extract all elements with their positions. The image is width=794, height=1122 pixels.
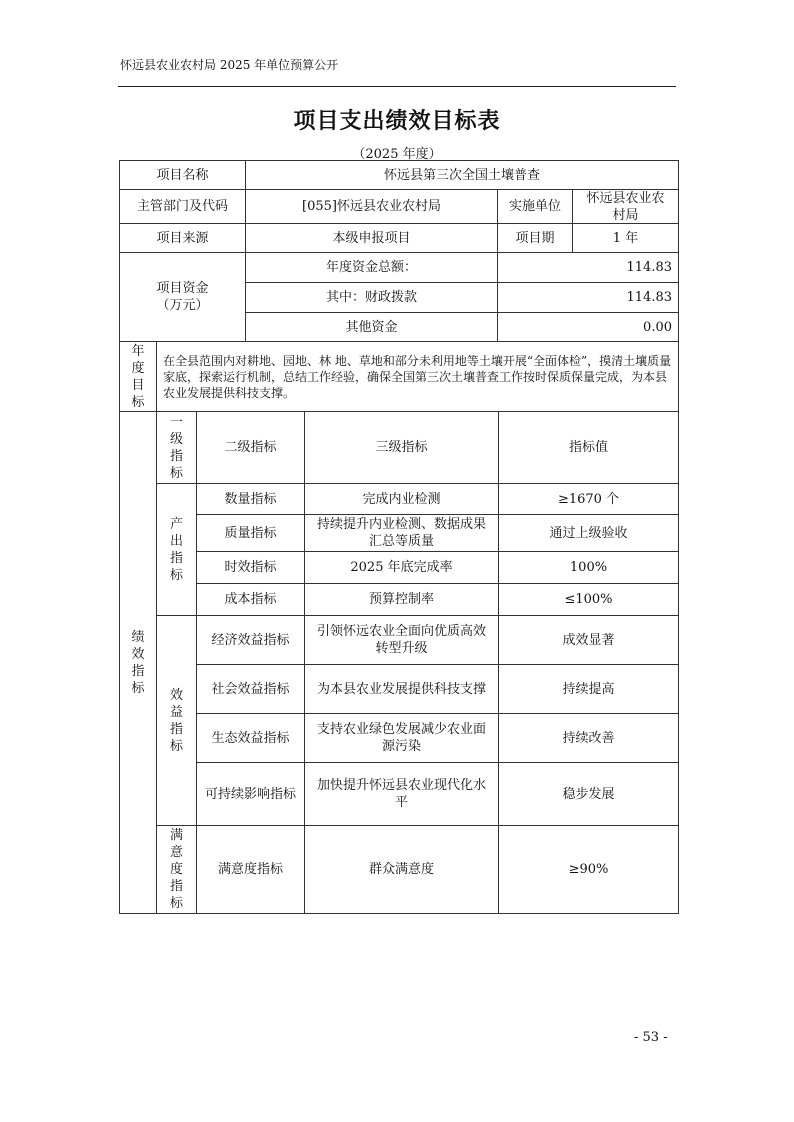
page-subtitle: （2025 年度）: [352, 147, 442, 162]
table-row-value: ≤100%: [498, 583, 679, 616]
table-row-l2: 生态效益指标: [196, 713, 305, 763]
satisfaction-indicators-label: 满意度指标: [156, 825, 197, 914]
funds-total-value: 114.83: [497, 252, 679, 283]
table-row-l2: 满意度指标: [196, 825, 305, 914]
table-row-l3: 持续提升内业检测、数据成果汇总等质量: [304, 514, 499, 552]
table-row-l2: 经济效益指标: [196, 615, 305, 665]
funds-other-label: 其他资金: [245, 312, 498, 342]
impl-unit-label: 实施单位: [497, 189, 573, 224]
funds-other-value: 0.00: [497, 312, 679, 342]
level3-header: 三级指标: [304, 411, 499, 484]
impl-unit-value: 怀远县农业农村局: [572, 189, 679, 224]
table-row-l3: 完成内业检测: [304, 483, 499, 515]
dept-label: 主管部门及代码: [119, 189, 246, 224]
table-row-l2: 质量指标: [196, 514, 305, 552]
level1-header: 一级指标: [156, 411, 197, 484]
output-indicators-label: 产出指标: [156, 483, 197, 616]
header-divider: [118, 86, 676, 87]
table-row-l3: 支持农业绿色发展减少农业面源污染: [304, 713, 499, 763]
dept-value: [055]怀远县农业农村局: [245, 189, 498, 224]
benefit-indicators-label: 效益指标: [156, 615, 197, 826]
period-value: 1 年: [572, 223, 679, 253]
funds-label: 项目资金（万元）: [119, 252, 246, 342]
table-row-l3: 预算控制率: [304, 583, 499, 616]
table-row-l2: 成本指标: [196, 583, 305, 616]
page-title: 项目支出绩效目标表: [293, 108, 501, 134]
indicators-section-label: 绩效指标: [119, 411, 157, 914]
page-number: - 53 -: [634, 1030, 668, 1045]
funds-total-label: 年度资金总额：: [245, 252, 498, 283]
table-row-l2: 时效指标: [196, 551, 305, 584]
table-row-value: 成效显著: [498, 615, 679, 665]
project-name-value: 怀远县第三次全国土壤普查: [245, 160, 679, 190]
annual-goal-text: 在全县范围内对耕地、园地、林 地、草地和部分未利用地等土壤开展“全面体检”，摸清土壤质量家底，探索运行机制，总结工作经验，确保全国第三次土壤普查工作按时保质保量完成，为本县农业发展提供科技支撑。: [156, 341, 679, 412]
source-value: 本级申报项目: [245, 223, 498, 253]
table-row-l3: 2025 年底完成率: [304, 551, 499, 584]
table-row-value: ≥90%: [498, 825, 679, 914]
period-label: 项目期: [497, 223, 573, 253]
table-row-l2: 可持续影响指标: [196, 762, 305, 826]
table-row-l3: 群众满意度: [304, 825, 499, 914]
source-label: 项目来源: [119, 223, 246, 253]
table-row-l3: 引领怀远农业全面向优质高效转型升级: [304, 615, 499, 665]
table-row-value: 持续改善: [498, 713, 679, 763]
page-header: 怀远县农业农村局 2025 年单位预算公开: [120, 58, 339, 72]
value-header: 指标值: [498, 411, 679, 484]
project-name-label: 项目名称: [119, 160, 246, 190]
funds-fiscal-label: 其中：财政拨款: [245, 282, 498, 313]
table-row-value: 100%: [498, 551, 679, 584]
table-row-l3: 加快提升怀远县农业现代化水平: [304, 762, 499, 826]
level2-header: 二级指标: [196, 411, 305, 484]
table-row-value: 通过上级验收: [498, 514, 679, 552]
funds-fiscal-value: 114.83: [497, 282, 679, 313]
annual-goal-label: 年度目标: [119, 341, 157, 412]
table-row-value: 稳步发展: [498, 762, 679, 826]
table-row-value: 持续提高: [498, 664, 679, 714]
table-row-l2: 社会效益指标: [196, 664, 305, 714]
table-row-l2: 数量指标: [196, 483, 305, 515]
table-row-l3: 为本县农业发展提供科技支撑: [304, 664, 499, 714]
table-row-value: ≥1670 个: [498, 483, 679, 515]
